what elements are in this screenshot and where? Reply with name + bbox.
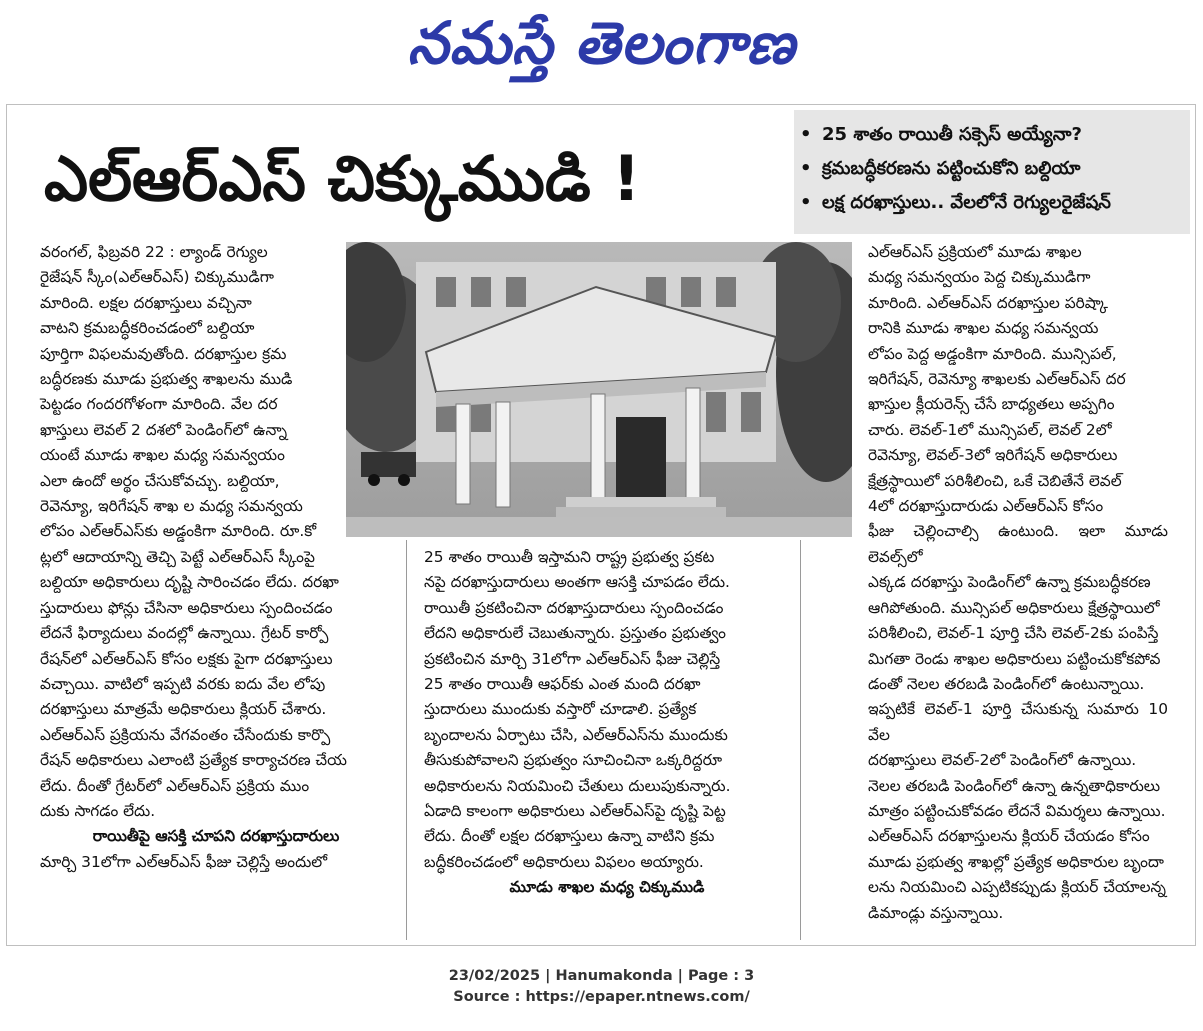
article-line: రేషన్‌లో ఎల్‌ఆర్‌ఎస్‌ కోసం లక్షకు పైగా దరఖాస్తులు — [40, 649, 333, 668]
bullet-text: లక్ష దరఖాస్తులు.. వేలలోనే రెగ్యులరైజేషన్‌ — [822, 192, 1111, 213]
article-line: మారింది. లక్షల దరఖాస్తులు వచ్చినా — [40, 293, 252, 312]
bullet-text: 25 శాతం రాయితీ సక్సెస్‌ అయ్యేనా? — [822, 124, 1082, 145]
source-link[interactable]: Source : https://epaper.ntnews.com/ — [453, 989, 750, 1005]
article-headline: ఎల్‌ఆర్‌ఎస్‌ చిక్కుముడి ! — [44, 142, 641, 215]
bullet-item — [800, 186, 1184, 220]
bullet-item — [800, 118, 1184, 152]
article-line: స్తుదారులు ముందుకు వస్తారో చూడాలి. ప్రత్యేక — [424, 700, 697, 719]
article-line: ఫీజు చెల్లించాల్సి ఉంటుంది. ఇలా మూడు లెవల్స్‌లో — [868, 522, 1168, 566]
article-line: రాయితీ ప్రకటించినా దరఖాస్తుదారులు స్పందించడం — [424, 598, 724, 617]
article-line: లేదు. దీంతో లక్షల దరఖాస్తులు ఉన్నా వాటిని క్రమ — [424, 827, 715, 846]
article-column-1 — [40, 240, 392, 875]
article-line: మధ్య సమన్వయం పెద్ద చిక్కుముడిగా — [868, 268, 1091, 287]
article-line: ఎల్‌ఆర్‌ఎస్‌ ప్రక్రియను వేగవంతం చేసేందుకు కార్పొ — [40, 725, 331, 744]
article-line: లోపం పెద్ద అడ్డంకిగా మారింది. మున్సిపల్‌, — [868, 344, 1117, 363]
article-line: మిగతా రెండు శాఖల అధికారులు పట్టించుకోకపోవ — [868, 649, 1161, 668]
article-line: ఎల్‌ఆర్‌ఎస్‌ దరఖాస్తులను క్లియర్‌ చేయడం కోసం — [868, 827, 1150, 846]
article-line: లను నియమించి ఎప్పటికప్పుడు క్లియర్‌ చేయాలన్న — [868, 878, 1166, 897]
article-line: 25 శాతం రాయితీ ఇస్తామని రాష్ట్ర ప్రభుత్వ ప్రకట — [424, 548, 715, 566]
article-line: అధికారులను నియమించి చేతులు దులుపుకున్నారు. — [424, 776, 731, 795]
article-line: బల్దియా అధికారులు దృష్టి సారించడం లేదు. దరఖా — [40, 573, 339, 592]
masthead-title: నమస్తే తెలంగాణ — [407, 9, 796, 77]
column-divider — [406, 540, 407, 940]
article-line: లోపం ఎల్‌ఆర్‌ఎస్‌కు అడ్డంకిగా మారింది. రూ.కో — [40, 522, 317, 541]
article-line: లేదని అధికారులే చెబుతున్నారు. ప్రస్తుతం ప్రభుత్వం — [424, 624, 726, 643]
article-line: 4లో దరఖాస్తుదారుడు ఎల్‌ఆర్‌ఎస్‌ కోసం — [868, 497, 1104, 516]
edition-info: 23/02/2025 | Hanumakonda | Page : 3 — [448, 968, 755, 984]
article-line: తీసుకుపోవాలని ప్రభుత్వం సూచించినా ఒక్కరిద్దరూ — [424, 751, 723, 770]
article-line: ఎక్కడ దరఖాస్తు పెండింగ్‌లో ఉన్నా క్రమబద్ధీకరణ — [868, 573, 1151, 592]
article-line: రైజేషన్‌ స్కీం(ఎల్‌ఆర్‌ఎస్‌) చిక్కుముడిగా — [40, 268, 274, 287]
bullet-text: క్రమబద్ధీకరణను పట్టించుకోని బల్దియా — [822, 158, 1081, 179]
article-line: బద్ధీకరించడంలో అధికారులు విఫలం అయ్యారు. — [424, 852, 704, 871]
article-line: డిమాండ్లు వస్తున్నాయి. — [868, 903, 1004, 922]
article-line: ప్రకటించిన మార్చి 31లోగా ఎల్‌ఆర్‌ఎస్‌ ఫీజు చెల్లిస్తే — [424, 649, 721, 668]
building-photo-illustration — [346, 242, 852, 537]
article-line: ఇప్పటికే లెవల్‌-1 పూర్తి చేసుకున్న సుమారు 10 వేల — [868, 700, 1168, 744]
article-column-3 — [868, 240, 1168, 926]
article-line: ఏడాది కాలంగా అధికారులు ఎల్‌ఆర్‌ఎస్‌పై దృష్టి పెట్ట — [424, 802, 726, 821]
corporation-building-photo — [346, 242, 852, 537]
article-line: రెవెన్యూ, లెవల్‌-3లో ఇరిగేషన్‌ అధికారులు — [868, 446, 1118, 465]
bullet-dot-icon: • — [800, 192, 812, 213]
article-line: మూడు ప్రభుత్వ శాఖల్లో ప్రత్యేక అధికారుల బృందా — [868, 852, 1164, 871]
bullet-dot-icon: • — [800, 158, 812, 179]
article-line: దుకు సాగడం లేదు. — [40, 801, 156, 820]
article-line: చారు. లెవల్‌-1లో మున్సిపల్‌, లెవల్‌ 2లో — [868, 420, 1112, 439]
article-line: రెవెన్యూ, ఇరిగేషన్‌ శాఖ ల మధ్య సమన్వయ — [40, 497, 303, 516]
bullet-dot-icon: • — [800, 124, 812, 145]
article-line: యంటే మూడు శాఖల మధ్య సమన్వయం — [40, 446, 285, 465]
article-line: ట్లలో ఆదాయాన్ని తెచ్చి పెట్టే ఎల్‌ఆర్‌ఎస్‌ స్కీంపై — [40, 547, 315, 566]
article-line: ఆగిపోతుంది. మున్సిపల్‌ అధికారులు క్షేత్రస్థాయిలో — [868, 598, 1160, 617]
article-column-2 — [424, 545, 790, 901]
article-line: పూర్తిగా విఫలమవుతోంది. దరఖాస్తుల క్రమ — [40, 344, 287, 363]
article-line: నెలల తరబడి పెండింగ్‌లో ఉన్నా ఉన్నతాధికారులు — [868, 776, 1161, 795]
article-line: వాటని క్రమబద్ధీకరించడంలో బల్దియా — [40, 319, 255, 338]
newspaper-masthead — [0, 0, 1203, 80]
article-line: రానికి మూడు శాఖల మధ్య సమన్వయ — [868, 319, 1099, 338]
column-divider — [800, 540, 801, 940]
article-line: రేషన్‌ అధికారులు ఎలాంటి ప్రత్యేక కార్యాచరణ చేయ — [40, 751, 347, 770]
article-line: నపై దరఖాస్తుదారులు అంతగా ఆసక్తి చూపడం లేదు. — [424, 573, 730, 592]
headline-bullets-box — [794, 110, 1190, 234]
article-line: బద్ధీరణకు మూడు ప్రభుత్వ శాఖలను ముడి — [40, 370, 293, 389]
article-line: లేదనే ఫిర్యాదులు వందల్లో ఉన్నాయి. గ్రేటర్‌ కార్పో — [40, 624, 329, 643]
article-line: ఇరిగేషన్‌, రెవెన్యూ శాఖలకు ఎల్‌ఆర్‌ఎస్‌ దర — [868, 370, 1126, 389]
article-line: బృందాలను ఏర్పాటు చేసి, ఎల్‌ఆర్‌ఎస్‌ను ముందుకు — [424, 725, 728, 744]
article-line: వచ్చాయి. వాటిలో ఇప్పటి వరకు ఐదు వేల లోపు — [40, 674, 326, 693]
page-footer — [0, 966, 1203, 1008]
article-line: మాత్రం పట్టించుకోవడం లేదనే విమర్శలు ఉన్నాయి. — [868, 801, 1166, 820]
article-line: స్తుదారులు ఫోన్లు చేసినా అధికారులు స్పందించడం — [40, 598, 333, 617]
section-subhead: రాయితీపై ఆసక్తి చూపని దరఖాస్తుదారులు — [92, 827, 340, 846]
section-subhead: మూడు శాఖల మధ్య చిక్కుముడి — [509, 878, 705, 897]
article-line: మారింది. ఎల్‌ఆర్‌ఎస్‌ దరఖాస్తుల పరిష్కా — [868, 293, 1108, 312]
article-line: పెట్టడం గందరగోళంగా మారింది. వేల దర — [40, 395, 278, 414]
article-line: లేదు. దీంతో గ్రేటర్‌లో ఎల్‌ఆర్‌ఎస్‌ ప్రక్రియ ముం — [40, 776, 310, 795]
article-line: ఖాస్తుల క్లీయరెన్స్‌ చేసే బాధ్యతలు అప్పగిం — [868, 395, 1115, 414]
article-line: మార్చి 31లోగా ఎల్‌ఆర్‌ఎస్‌ ఫీజు చెల్లిస్తే అందులో — [40, 852, 328, 871]
article-line: 25 శాతం రాయితీ ఆఫర్‌కు ఎంత మంది దరఖా — [424, 675, 701, 694]
article-line: ఎల్‌ఆర్‌ఎస్‌ ప్రక్రియలో మూడు శాఖల — [868, 243, 1082, 261]
article-line: డంతో నెలల తరబడి పెండింగ్‌లో ఉంటున్నాయి. — [868, 674, 1145, 693]
article-line: ఖాస్తులు లెవల్‌ 2 దశలో పెండింగ్‌లో ఉన్నా — [40, 420, 288, 439]
article-line: ఎలా ఉందో అర్థం చేసుకోవచ్చు. బల్దియా, — [40, 471, 280, 490]
article-line: పరిశీలించి, లెవల్‌-1 పూర్తి చేసి లెవల్‌-2కు పంపిస్తే — [868, 624, 1159, 643]
article-line: దరఖాస్తులు మాత్రమే అధికారులు క్లియర్‌ చేశారు. — [40, 700, 327, 719]
bullet-item — [800, 152, 1184, 186]
article-line: దరఖాస్తులు లెవల్‌-2లో పెండింగ్‌లో ఉన్నాయి. — [868, 751, 1137, 770]
article-line: క్షేత్రస్థాయిలో పరిశీలించి, ఒకే చెబితేనే లెవల్‌ — [868, 471, 1122, 490]
article-line: వరంగల్‌, ఫిబ్రవరి 22 : ల్యాండ్‌ రెగ్యుల — [40, 243, 268, 261]
